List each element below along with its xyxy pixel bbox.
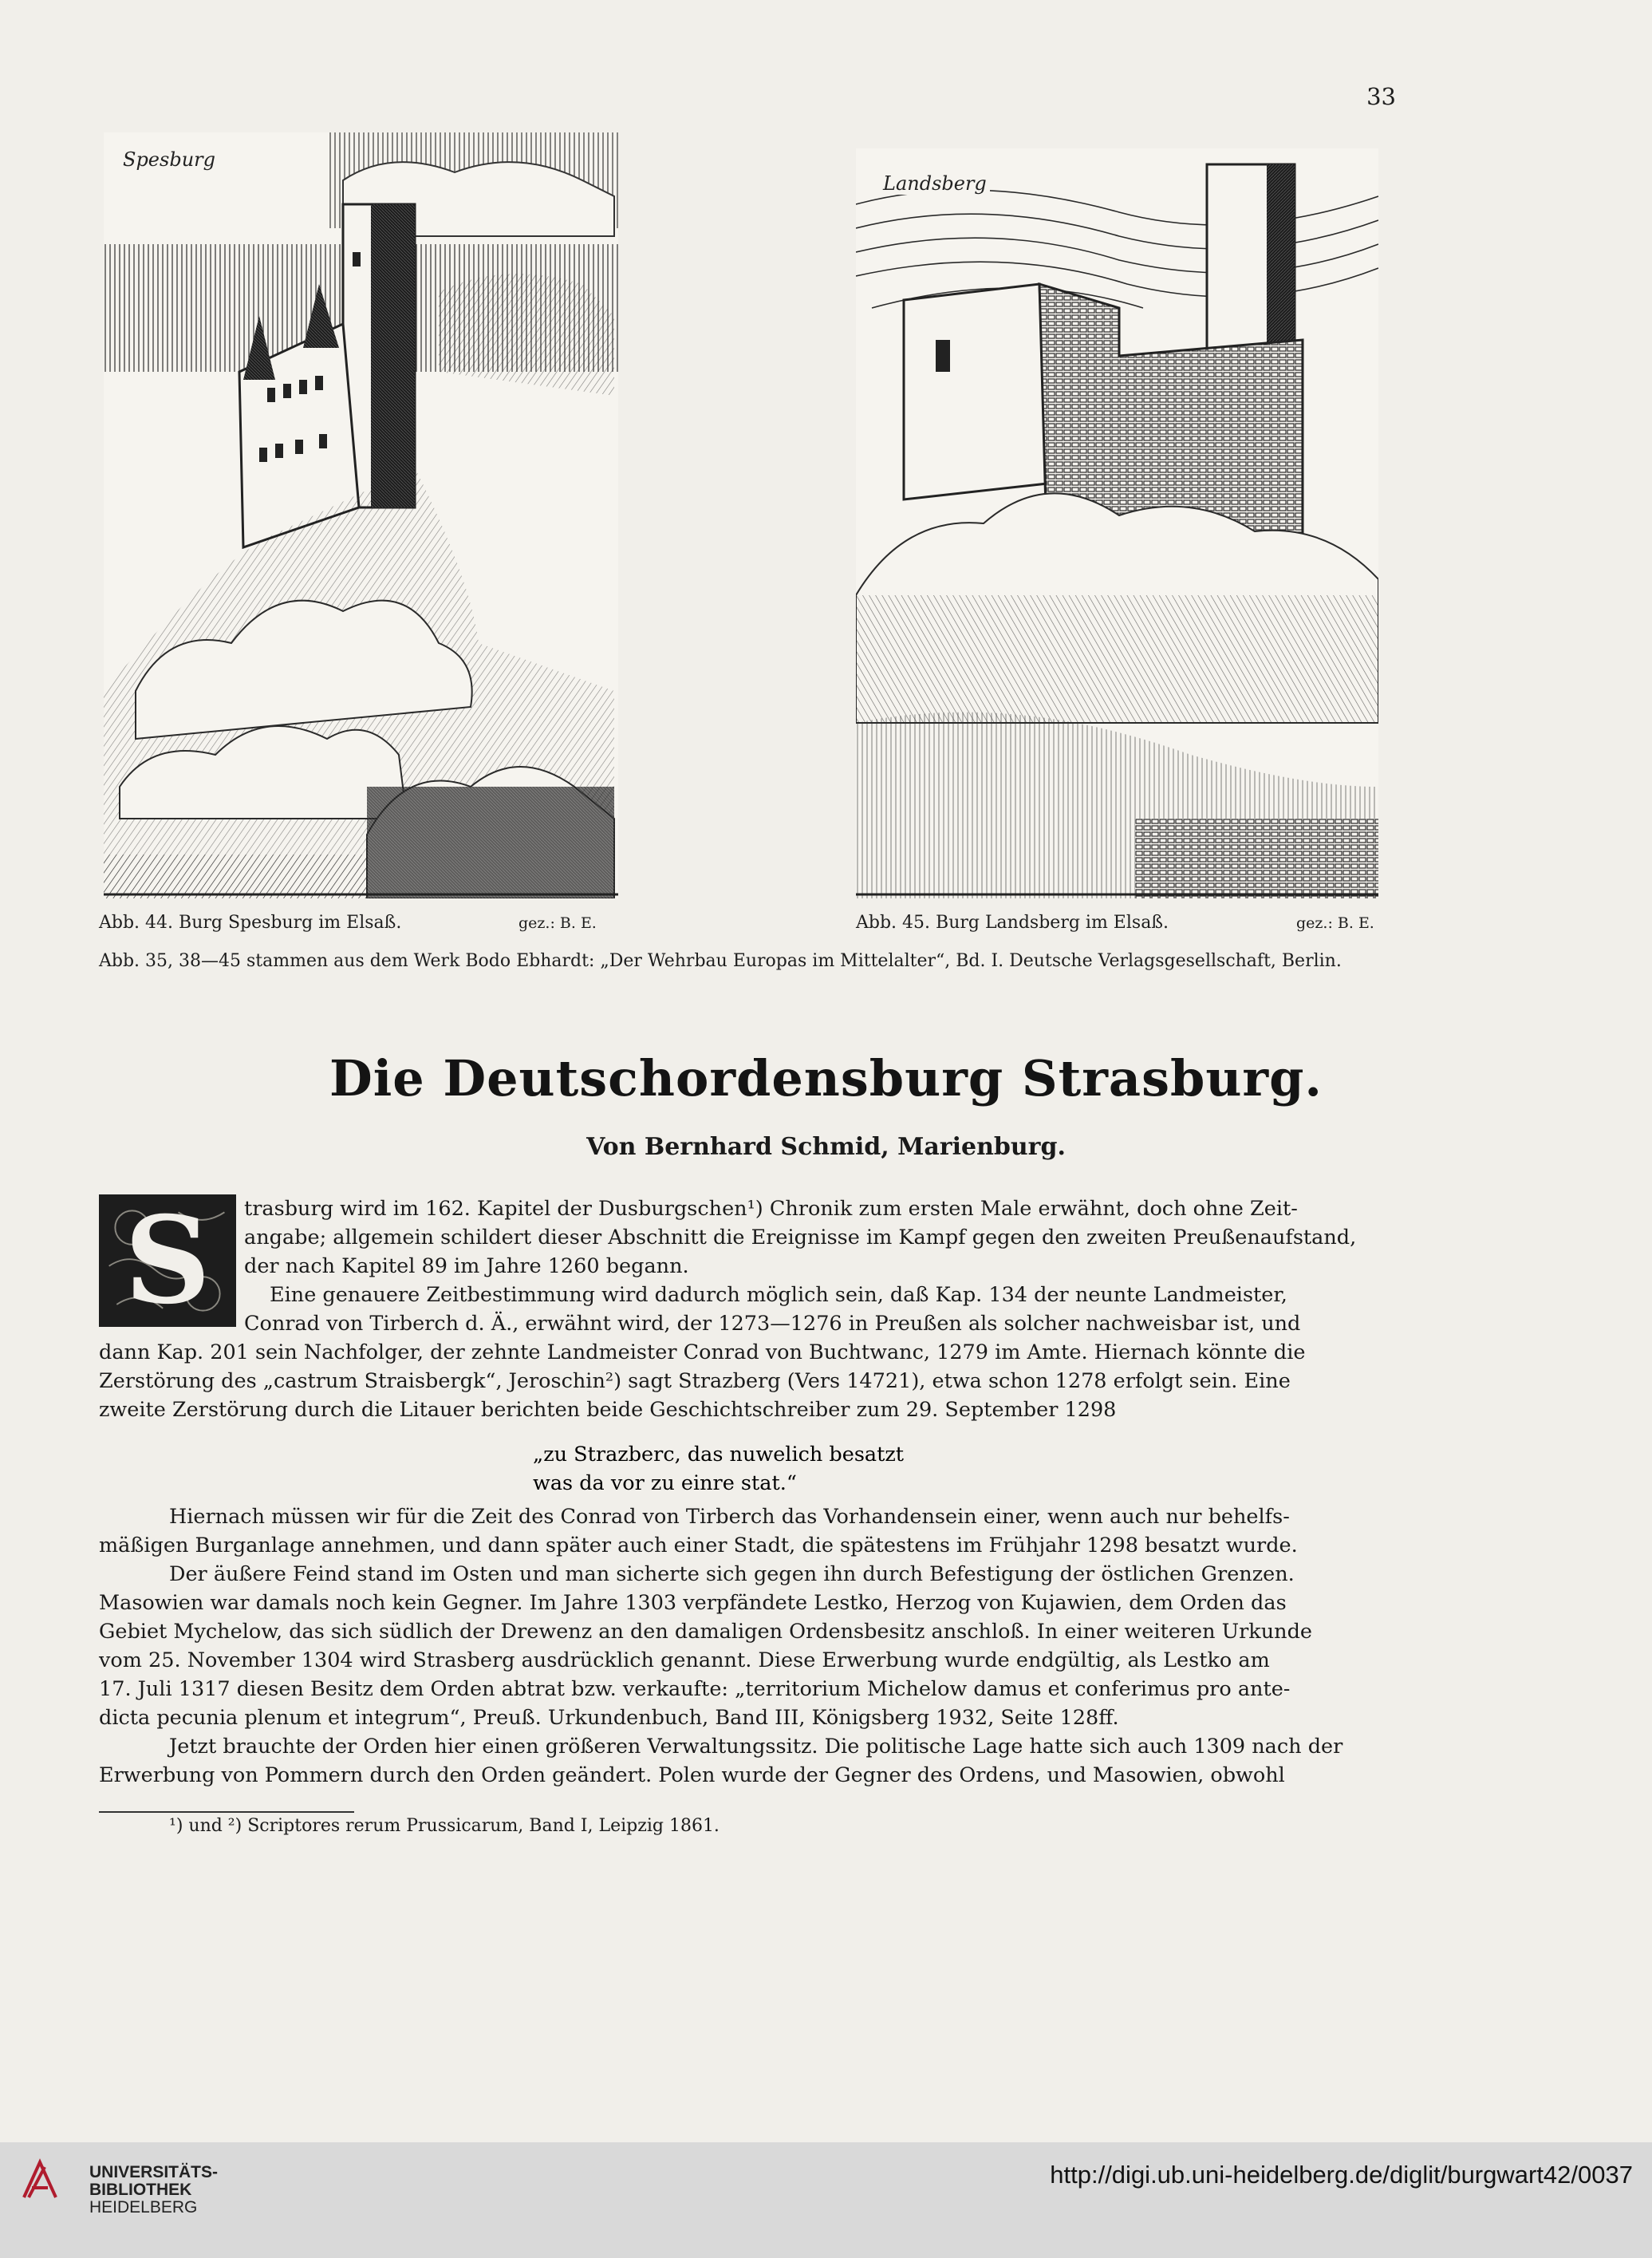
- text-line: der nach Kapitel 89 im Jahre 1260 begann.: [244, 1254, 689, 1278]
- library-name: [89, 2164, 218, 2217]
- footnote: ¹) und ²) Scriptores rerum Prussicarum, Band I, Leipzig 1861.: [169, 1816, 720, 1836]
- spesburg-sketch: [104, 132, 618, 898]
- library-footer-bar: [0, 2142, 1652, 2258]
- text-line: dicta pecunia plenum et integrum“, Preuß. Urkundenbuch, Band III, Königsberg 1932, Seite 128ff.: [99, 1706, 1119, 1730]
- caption-text: Abb. 45. Burg Landsberg im Elsaß.: [856, 913, 1169, 933]
- text-line: Eine genauere Zeitbestimmung wird dadurch möglich sein, daß Kap. 134 der neunte Landmeister,: [270, 1283, 1287, 1307]
- caption-signed: gez.: B. E.: [518, 914, 597, 932]
- text-line: zweite Zerstörung durch die Litauer berichten beide Geschichtschreiber zum 29. September 1298: [99, 1398, 1117, 1422]
- text-line: angabe; allgemein schildert dieser Abschnitt die Ereignisse im Kampf gegen den zweiten Preußenaufstand,: [244, 1226, 1357, 1249]
- library-logo-icon: [18, 2156, 65, 2204]
- page-number: 33: [1366, 83, 1396, 110]
- image-credit-line: Abb. 35, 38—45 stammen aus dem Werk Bodo Ebhardt: „Der Wehrbau Europas im Mittelalter“, Bd. I. Deutsche Verlagsgesellschaft, Berlin.: [99, 951, 1342, 971]
- text-line: 17. Juli 1317 diesen Besitz dem Orden abtrat bzw. verkaufte: „territorium Michelow damus et conferimus pro ante-: [99, 1677, 1291, 1701]
- figure-landsberg-drawing: [856, 148, 1378, 898]
- library-name-line: UNIVERSITÄTS-: [89, 2163, 219, 2181]
- text-line: Jetzt brauchte der Orden hier einen größeren Verwaltungssitz. Die politische Lage hatte sich auch 1309 nach der: [169, 1735, 1343, 1759]
- ornamental-initial: [99, 1190, 236, 1331]
- article-title: Die Deutschordensburg Strasburg.: [329, 1049, 1323, 1107]
- sketch-signature-label: Spesburg: [120, 148, 219, 171]
- caption-text: Abb. 44. Burg Spesburg im Elsaß.: [99, 913, 402, 933]
- text-line: Conrad von Tirberch d. Ä., erwähnt wird, der 1273—1276 in Preußen als solcher nachweisbar ist, und: [244, 1312, 1301, 1336]
- permalink-url[interactable]: http://digi.ub.uni-heidelberg.de/diglit/burgwart42/0037: [1050, 2161, 1633, 2189]
- text-line: mäßigen Burganlage annehmen, und dann später auch einer Stadt, die spätestens im Frühjahr 1298 besatzt wurde.: [99, 1534, 1298, 1557]
- verse-quote-line: „zu Strazberc, das nuwelich besatzt: [533, 1443, 905, 1467]
- library-name-line: HEIDELBERG: [89, 2198, 198, 2217]
- caption-signed: gez.: B. E.: [1296, 914, 1374, 932]
- initial-letter: S: [124, 1190, 211, 1331]
- text-line: Masowien war damals noch kein Gegner. Im Jahre 1303 verpfändete Lestko, Herzog von Kujawien, dem Orden das: [99, 1591, 1287, 1615]
- text-line: Der äußere Feind stand im Osten und man sicherte sich gegen ihn durch Befestigung der östlichen Grenzen.: [169, 1562, 1295, 1586]
- text-line: trasburg wird im 162. Kapitel der Dusburgschen¹) Chronik zum ersten Male erwähnt, doch ohne Zeit-: [244, 1197, 1298, 1221]
- article-byline: Von Bernhard Schmid, Marienburg.: [586, 1133, 1066, 1161]
- text-line: Erwerbung von Pommern durch den Orden geändert. Polen wurde der Gegner des Ordens, und Masowien, obwohl: [99, 1763, 1285, 1787]
- landsberg-sketch: [856, 148, 1378, 898]
- figure-caption: [99, 913, 617, 933]
- footnote-rule: [99, 1811, 354, 1813]
- figure-spesburg-drawing: [104, 132, 618, 898]
- text-line: Hiernach müssen wir für die Zeit des Conrad von Tirberch das Vorhandensein einer, wenn auch nur behelfs-: [169, 1505, 1290, 1529]
- text-line: vom 25. November 1304 wird Strasberg ausdrücklich genannt. Diese Erwerbung wurde endgültig, als Lestko am: [99, 1648, 1270, 1672]
- text-line: Gebiet Mychelow, das sich südlich der Drewenz an den damaligen Ordensbesitz anschloß. In einer weiteren Urkunde: [99, 1620, 1312, 1644]
- text-line: dann Kap. 201 sein Nachfolger, der zehnte Landmeister Conrad von Buchtwanc, 1279 im Amte. Hiernach könnte die: [99, 1340, 1306, 1364]
- figure-caption: [856, 913, 1382, 933]
- sketch-signature-label: Landsberg: [880, 172, 990, 195]
- verse-quote-line: was da vor zu einre stat.“: [533, 1471, 797, 1495]
- library-name-line: BIBLIOTHEK: [89, 2181, 192, 2199]
- text-line: Zerstörung des „castrum Straisbergk“, Jeroschin²) sagt Strazberg (Vers 14721), etwa schon 1278 erfolgt sein. Eine: [99, 1369, 1291, 1393]
